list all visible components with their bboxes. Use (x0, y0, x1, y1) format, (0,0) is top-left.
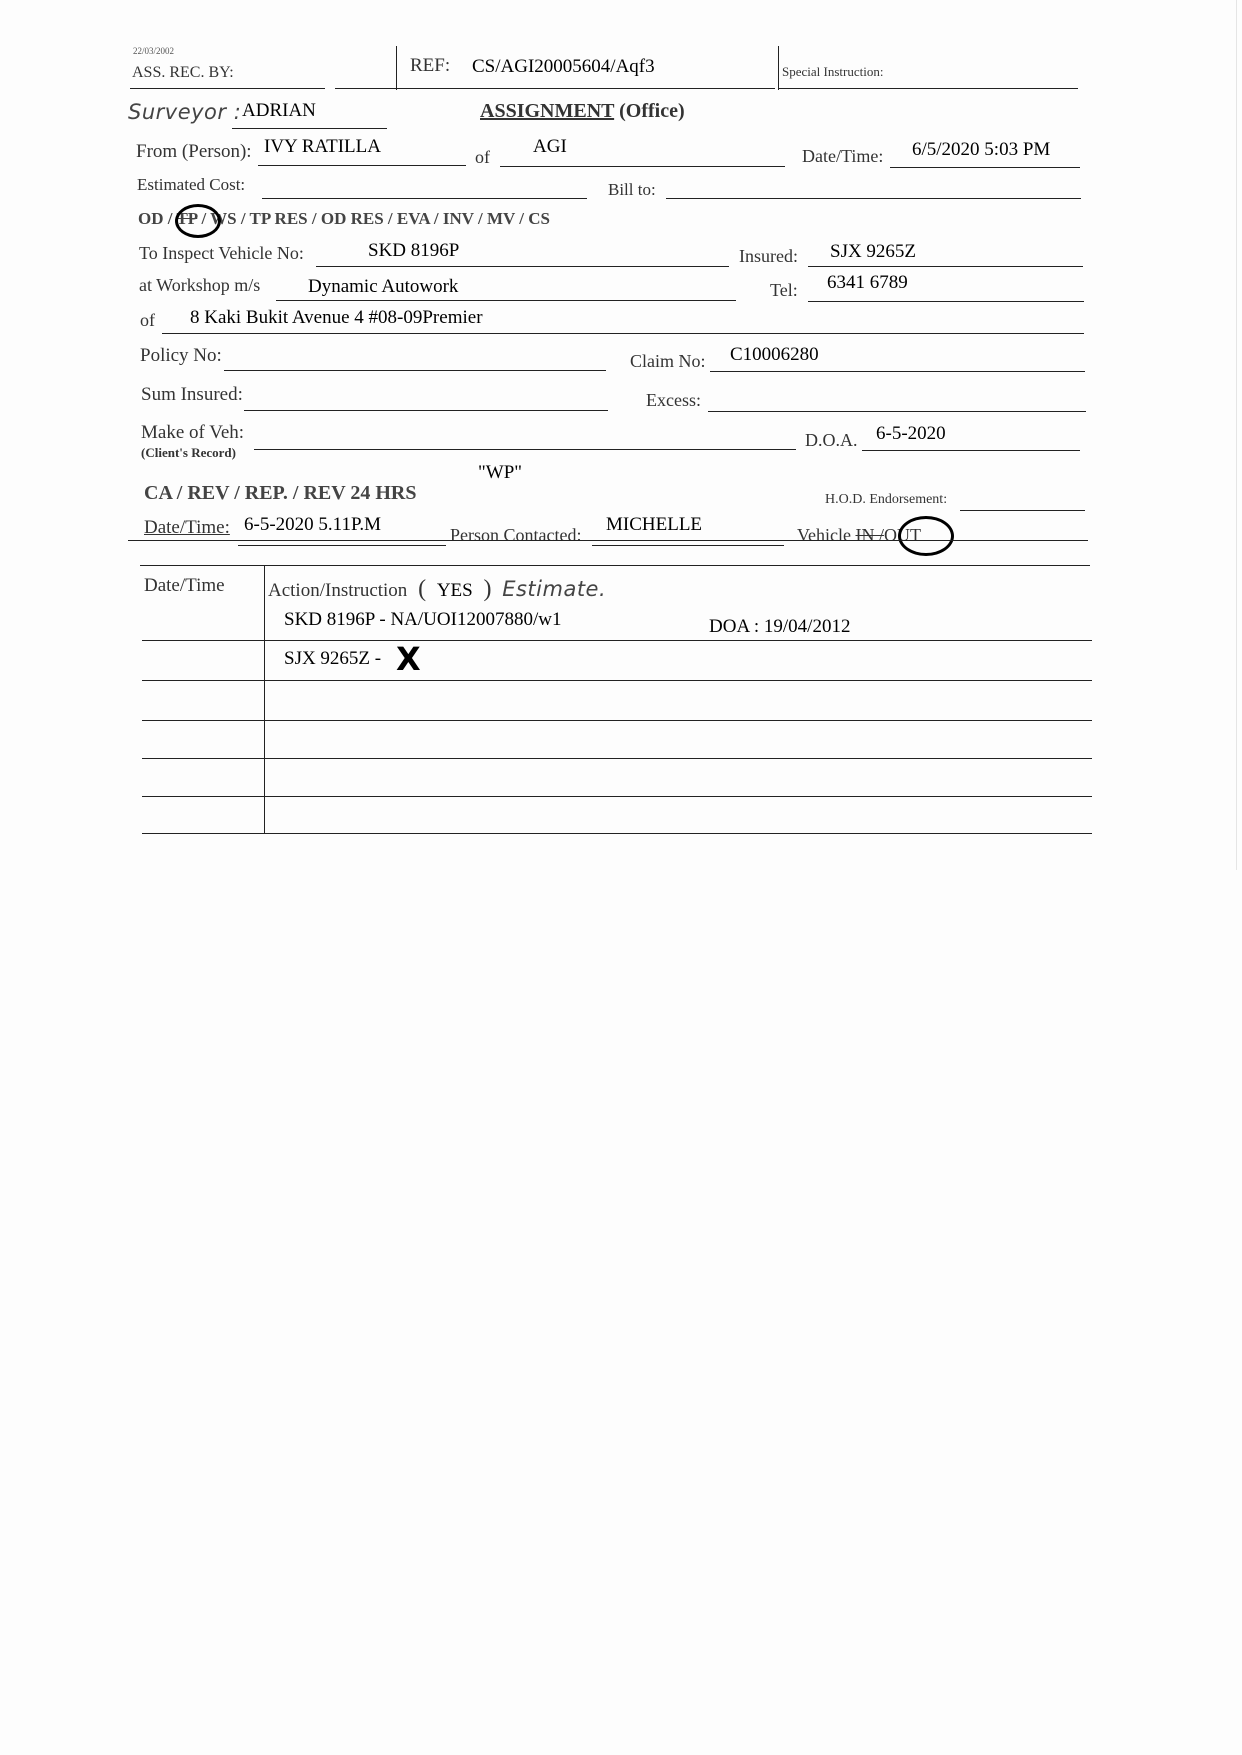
table-col-action (268, 576, 606, 603)
special-instruction-label: Special Instruction: (782, 64, 884, 79)
ass-rec-by-label: ASS. REC. BY: (132, 64, 234, 81)
hod-endorsement-label: H.O.D. Endorsement: (825, 492, 948, 507)
small-date: 22/03/2002 (133, 46, 175, 56)
sum-insured-line (244, 410, 608, 411)
ass-rec-by-line (130, 88, 325, 89)
review-options: CA / REV / REP. / REV 24 HRS (144, 482, 417, 504)
bill-to-label: Bill to: (608, 180, 656, 199)
doa-label: D.O.A. (805, 430, 858, 450)
address-value: 8 Kaki Bukit Avenue 4 #08-09Premier (190, 307, 483, 328)
table-row-2-text: SJX 9265Z - (284, 648, 382, 669)
make-of-veh-line (254, 449, 796, 450)
surveyor-line (232, 128, 387, 129)
workshop-line (276, 300, 736, 301)
type-tp: TP (176, 209, 198, 228)
table-row-line-6 (142, 833, 1092, 834)
from-datetime-line (890, 167, 1080, 168)
wp-note: "WP" (478, 462, 523, 483)
excess-label: Excess: (646, 390, 701, 410)
type-od: OD / (138, 209, 173, 228)
table-row-line-1 (142, 640, 1092, 641)
inspect-vehicle-value: SKD 8196P (368, 240, 460, 261)
from-label: From (Person): (136, 141, 252, 162)
workshop-value: Dynamic Autowork (308, 276, 459, 297)
address-of-label: of (140, 310, 155, 330)
address-line (162, 333, 1084, 334)
claim-label: Claim No: (630, 351, 706, 371)
insured-value: SJX 9265Z (830, 241, 917, 262)
vehicle-status-label: Vehicle (797, 525, 851, 545)
table-col-datetime: Date/Time (144, 575, 225, 596)
ref-value: CS/AGI20005604/Aqf3 (472, 56, 655, 77)
tp-selection-circle (175, 204, 221, 238)
of-value: AGI (533, 136, 567, 157)
policy-line (224, 370, 606, 371)
insured-line (808, 266, 1083, 267)
yes-paren-open: ( (418, 576, 427, 602)
person-contacted-line (592, 545, 784, 546)
table-row-line-5 (142, 796, 1092, 797)
surveyor-label: Surveyor : (128, 100, 242, 124)
doa-value: 6-5-2020 (876, 423, 946, 444)
person-contacted-label: Person Contacted: (450, 525, 582, 545)
table-row-1-text: SKD 8196P - NA/UOI12007880/w1 (284, 609, 562, 630)
claim-value: C10006280 (730, 344, 819, 365)
person-contacted-value: MICHELLE (606, 514, 703, 535)
claim-line (710, 371, 1085, 372)
of-label: of (475, 147, 490, 167)
page-title (480, 100, 685, 123)
bill-to-line (666, 198, 1081, 199)
header-divider-2 (778, 46, 779, 90)
sum-insured-label: Sum Insured: (141, 384, 243, 405)
workshop-label: at Workshop m/s (139, 275, 261, 295)
cross-mark: X (396, 640, 421, 678)
estimated-cost-label: Estimated Cost: (137, 175, 246, 194)
title-main: ASSIGNMENT (480, 100, 615, 122)
contact-datetime-line (238, 545, 446, 546)
client-record-label: (Client's Record) (141, 445, 236, 460)
inspect-vehicle-label: To Inspect Vehicle No: (139, 243, 304, 263)
table-row-line-3 (142, 720, 1092, 721)
ref-underline (335, 88, 775, 89)
hod-endorsement-line (960, 510, 1085, 511)
title-sub: (Office) (619, 100, 685, 122)
tel-value: 6341 6789 (827, 272, 908, 293)
yes-value: YES (436, 580, 473, 601)
doa-line (862, 450, 1080, 451)
table-row-line-2 (142, 680, 1092, 681)
table-column-divider (264, 566, 265, 834)
review-divider (128, 540, 1088, 541)
vehicle-out-option: OUT (883, 525, 921, 545)
scan-right-edge (1236, 0, 1237, 870)
table-top-line (140, 565, 1090, 566)
of-line (500, 166, 785, 167)
policy-label: Policy No: (140, 345, 222, 366)
yes-paren-close: ) (483, 576, 492, 602)
table-row-line-4 (142, 758, 1092, 759)
vehicle-in-option: IN / (855, 525, 884, 545)
special-instruction-line (778, 88, 1078, 89)
contact-datetime-label: Date/Time: (144, 517, 230, 538)
estimated-cost-line (262, 198, 587, 199)
from-datetime-value: 6/5/2020 5:03 PM (912, 139, 1051, 160)
type-rest: / WS / TP RES / OD RES / EVA / INV / MV / CS (201, 209, 550, 228)
from-value: IVY RATILLA (264, 136, 381, 157)
tel-line (808, 301, 1084, 302)
inspect-vehicle-line (316, 266, 729, 267)
contact-datetime-value: 6-5-2020 5.11P.M (244, 514, 382, 535)
excess-line (708, 411, 1086, 412)
make-of-veh-label: Make of Veh: (141, 422, 245, 443)
out-selection-circle (898, 516, 954, 556)
ref-label: REF: (410, 55, 451, 76)
from-datetime-label: Date/Time: (802, 146, 884, 166)
table-col-action-label: Action/Instruction (268, 580, 408, 601)
insured-label: Insured: (739, 246, 798, 266)
header-divider-1 (396, 46, 397, 90)
surveyor-value: ADRIAN (242, 100, 316, 121)
table-row-1-doa: DOA : 19/04/2012 (709, 616, 851, 637)
tel-label: Tel: (770, 280, 798, 300)
from-line (258, 165, 466, 166)
estimate-note: Estimate. (502, 577, 607, 601)
